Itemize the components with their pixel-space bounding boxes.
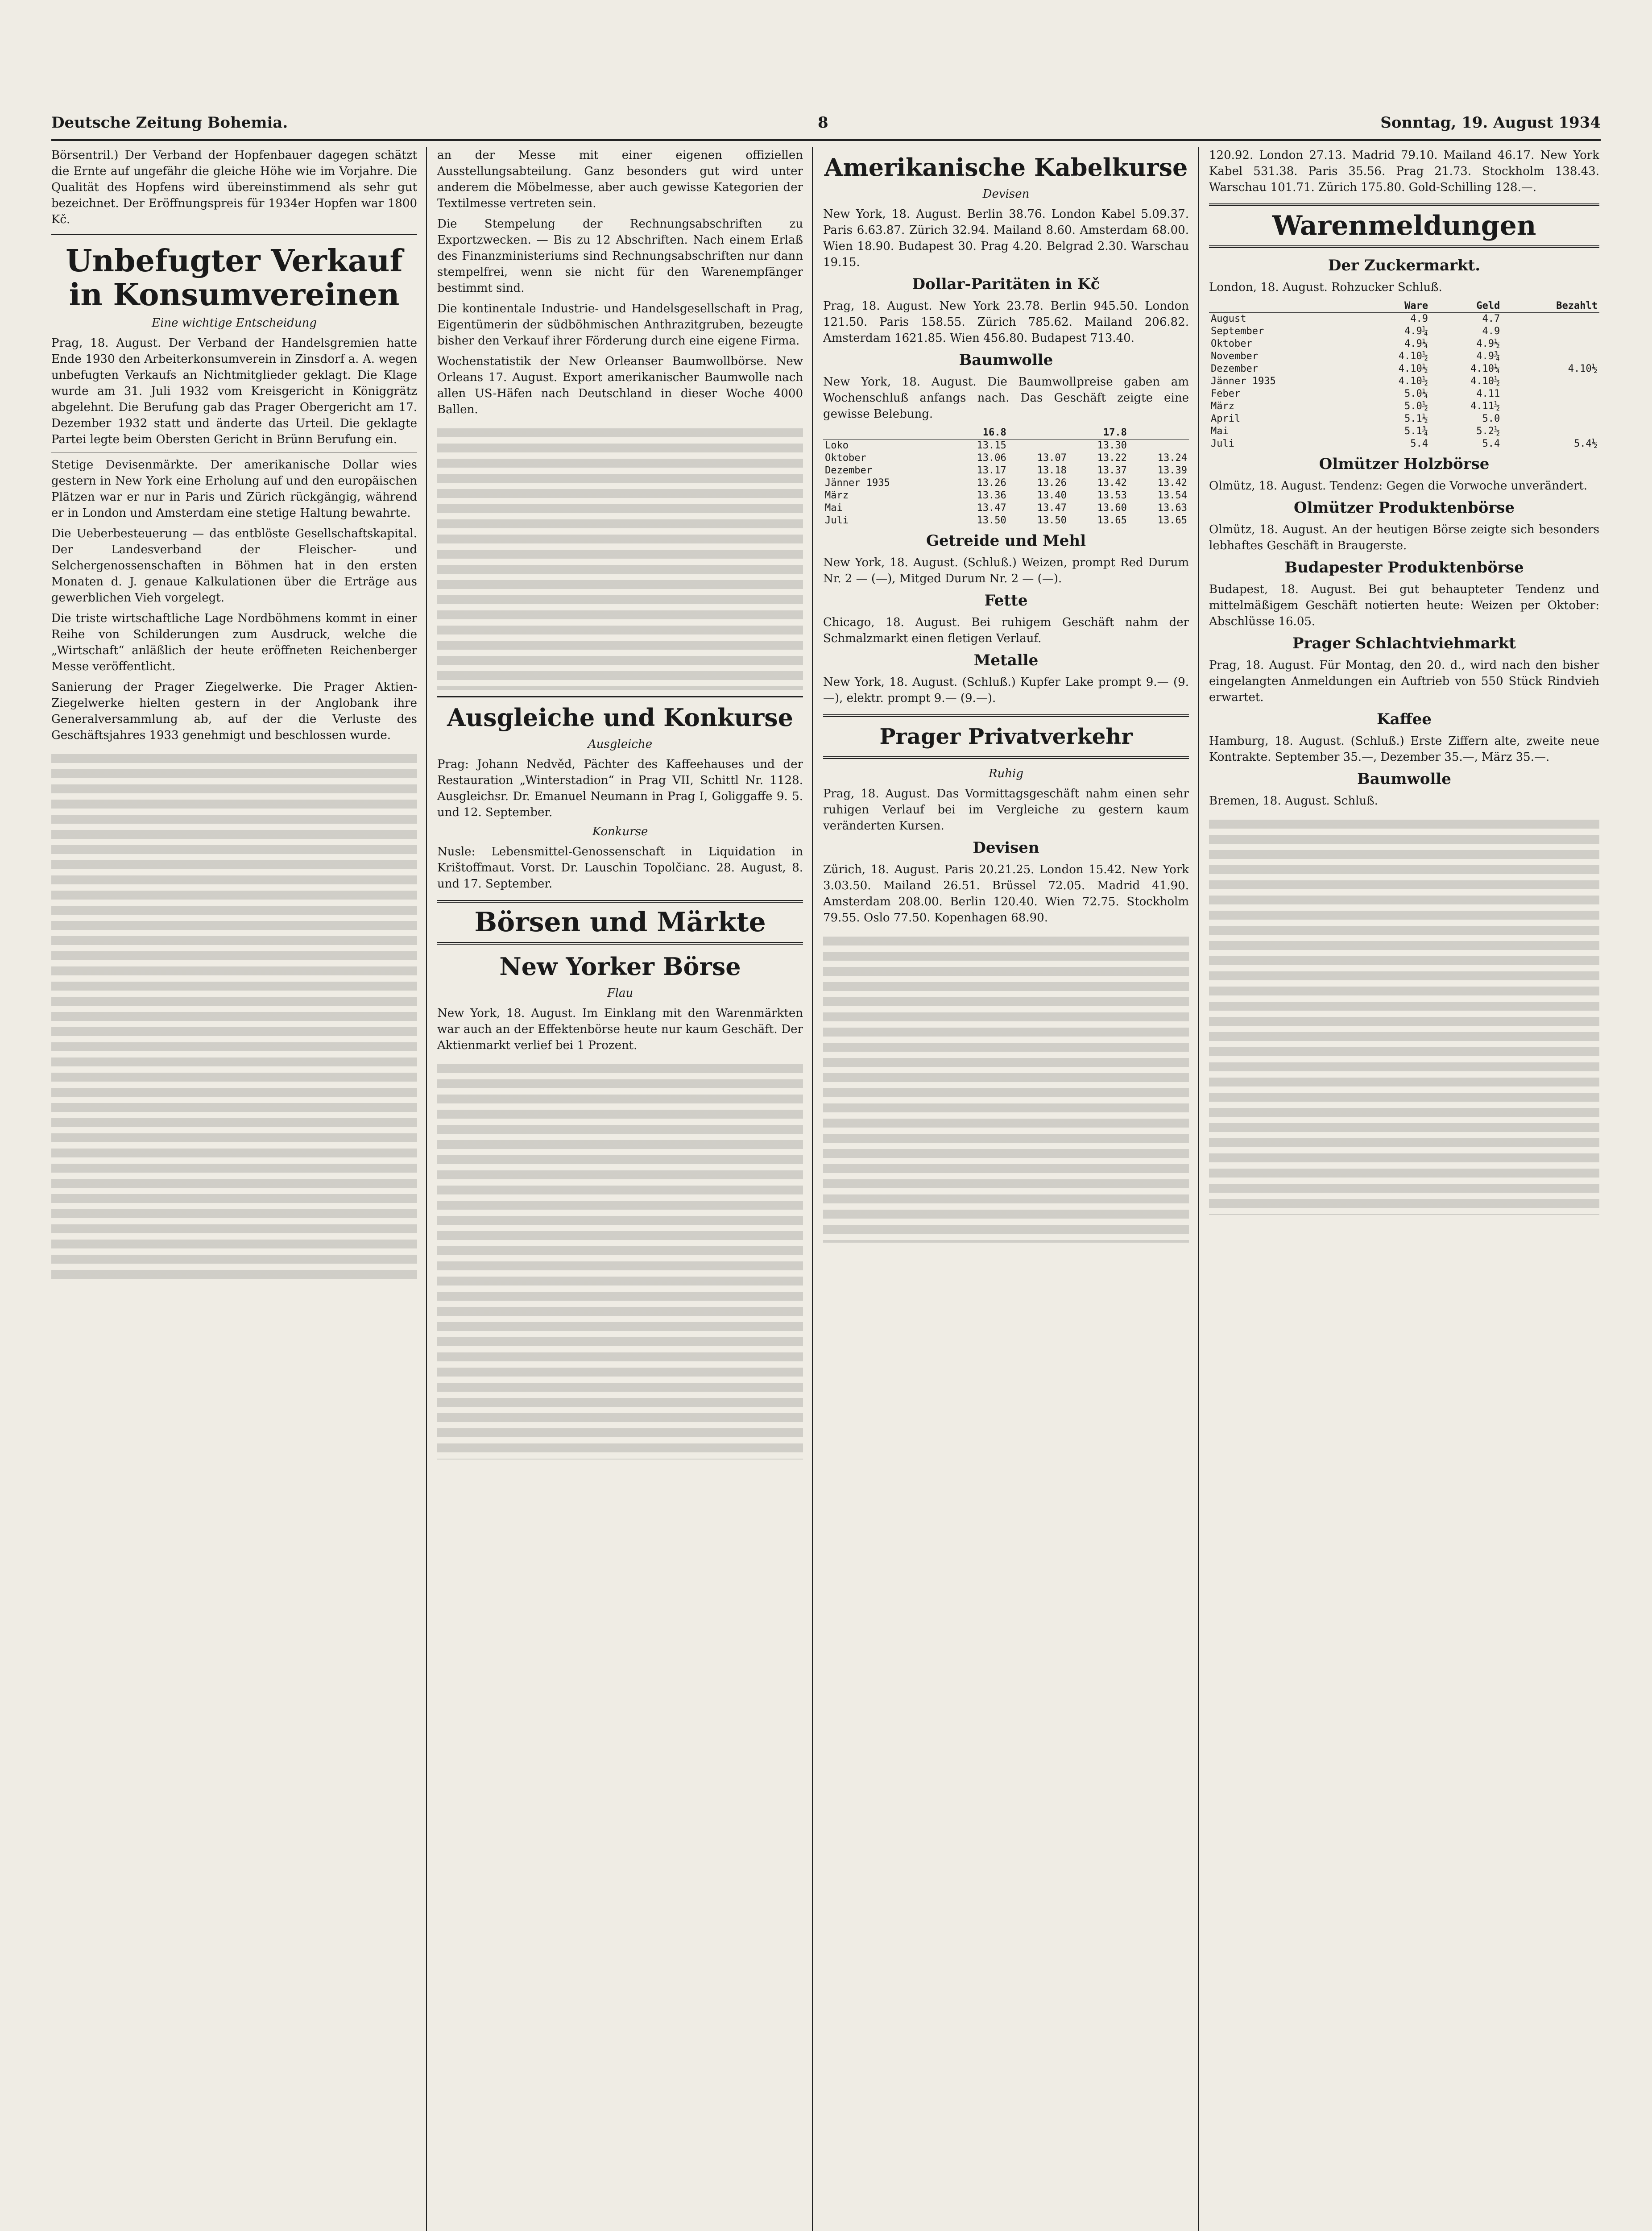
sugar-table: Ware Geld Bezahlt August 4.9 4.7 September 4.9¼ 4.9 Oktober 4.9¼ 4.9½ November 4.10½ 4.9¾ Dezember 4.10½ 4.10¼ 4.10½ Jänner 1935 4.10½ 4.10½ Feber 5.0¼ 4.11 März 5.0½ 4.11½ April 5.1½ 5.0 Mai 5.1¾ 5.2½ Juli 5.4 5.4 5.4½ bbox=[1209, 300, 1599, 450]
article-text: Prag, 18. August. Für Montag, den 20. d., wird nach den bisher eingelangten Anmeldungen ein Auftrieb von 550 Stück Rindvieh erwartet. bbox=[1209, 659, 1599, 704]
column-divider bbox=[812, 147, 813, 2231]
section-headline: Prager Privatverkehr bbox=[823, 714, 1189, 759]
header-rule bbox=[51, 139, 1601, 141]
table-cell bbox=[1502, 350, 1599, 363]
column-divider bbox=[426, 147, 427, 2231]
section-rule bbox=[437, 696, 803, 697]
table-cell: 4.9 bbox=[1410, 313, 1428, 324]
article-text: an der Messe mit einer eigenen offiziellen Ausstellungsabteilung. Ganz besonders gut wird unter anderem die Möbelmesse, aber auch gewisse Kategorien der Textilmesse vertreten sein. bbox=[437, 149, 803, 210]
section-headline: Börsen und Märkte bbox=[437, 900, 803, 945]
table-row bbox=[823, 502, 1189, 514]
article-text: Prag, 18. August. Der Verband der Handelsgremien hatte Ende 1930 den Arbeiterkonsumverein in Zinsdorf a. A. wegen unbefugten Verkaufs an Nichtmitglieder geklagt. Die Klage wurde am 31. Juli 1932 vom Kreisgericht in Königgrätz abgelehnt. Die Berufung gab das Prager Obergericht am 17. Dezember 1932 statt und änderte das Urteil. Die geklagte Partei legte beim Obersten Gericht in Brünn Berufung ein. bbox=[51, 336, 417, 446]
section-headline: Dollar-Paritäten in Kč bbox=[912, 275, 1100, 293]
table-cell: 4.10¼ bbox=[1470, 363, 1500, 374]
table-cell: Jänner 1935 bbox=[1211, 376, 1276, 387]
table-cell: Dezember bbox=[825, 465, 872, 476]
table-cell bbox=[1008, 440, 1068, 452]
text-block bbox=[437, 422, 803, 690]
table-cell: 5.0½ bbox=[1404, 401, 1428, 412]
table-cell: Oktober bbox=[1211, 338, 1252, 349]
table-cell: 13.53 bbox=[1097, 490, 1127, 501]
table-cell bbox=[1502, 388, 1599, 400]
table-cell bbox=[1502, 313, 1599, 326]
table-row bbox=[823, 514, 1189, 527]
article-text: London, 18. August. Rohzucker Schluß. bbox=[1209, 281, 1442, 294]
table-cell: Mai bbox=[825, 502, 843, 514]
table-cell bbox=[1129, 440, 1189, 452]
table-cell bbox=[1502, 325, 1599, 338]
article-text: New York, 18. August. Im Einklang mit den Warenmärkten war auch an der Effektenbörse heute nur kaum Geschäft. Der Aktienmarkt verlief bei 1 Prozent. bbox=[437, 1007, 803, 1052]
table-cell: 5.0 bbox=[1482, 413, 1500, 424]
table-cell: Jänner 1935 bbox=[825, 477, 890, 489]
table-cell: 5.4½ bbox=[1574, 438, 1598, 449]
table-cell: 13.26 bbox=[1037, 477, 1067, 489]
table-cell: 13.37 bbox=[1097, 465, 1127, 476]
table-row bbox=[1209, 325, 1599, 338]
table-row bbox=[1209, 363, 1599, 375]
table-cell: 13.15 bbox=[977, 440, 1006, 451]
table-cell: 13.24 bbox=[1157, 452, 1187, 464]
article-text: New York, 18. August. Die Baumwollpreise gaben am Wochenschluß anfangs nach. Das Geschäft zeigte eine gewisse Belebung. bbox=[823, 375, 1189, 421]
section-headline: Olmützer Produktenbörse bbox=[1293, 499, 1515, 517]
text-block bbox=[51, 748, 417, 1283]
table-cell: 13.06 bbox=[977, 452, 1006, 464]
table-cell: 13.47 bbox=[1037, 502, 1067, 514]
article-text: Die kontinentale Industrie- und Handelsgesellschaft in Prag, Eigentümerin der südböhmischen Anthrazitgruben, bezeugte bisher den Verkauf ihrer Förderung durch eine eigene Firma. bbox=[437, 302, 803, 348]
table-cell: 13.50 bbox=[1037, 515, 1067, 526]
section-headline: Budapester Produktenbörse bbox=[1284, 559, 1524, 576]
section-headline: Der Zuckermarkt. bbox=[1328, 257, 1481, 274]
table-cell: 13.17 bbox=[977, 465, 1006, 476]
table-cell: 13.42 bbox=[1097, 477, 1127, 489]
table-cell: 4.11 bbox=[1476, 388, 1500, 399]
article-text: Stetige Devisenmärkte. Der amerikanische Dollar wies gestern in New York eine Erholung auf und den europäischen Plätzen war er nur in Paris und Zürich rückgängig, während er in London und Amsterdam eine stetige Haltung bewahrte. bbox=[51, 458, 417, 520]
text-block bbox=[1209, 813, 1599, 1215]
article-text: Nusle: Lebensmittel-Genossenschaft in Liquidation in Krištoffmaut. Vorst. Dr. Lauschin Topolčianc. 28. August, 8. und 17. September. bbox=[437, 845, 803, 891]
table-cell: 13.18 bbox=[1037, 465, 1067, 476]
table-cell: 5.1¾ bbox=[1404, 426, 1428, 437]
section-headline: Olmützer Holzbörse bbox=[1319, 455, 1490, 473]
table-row bbox=[823, 440, 1189, 452]
section-headline: Metalle bbox=[973, 651, 1039, 669]
article-subheadline: Eine wichtige Entscheidung bbox=[152, 316, 317, 330]
table-cell: März bbox=[825, 490, 849, 501]
table-cell bbox=[1502, 413, 1599, 425]
section-subheadline: Devisen bbox=[982, 187, 1030, 201]
table-cell: 13.50 bbox=[977, 515, 1006, 526]
table-cell: 13.47 bbox=[977, 502, 1006, 514]
article-text: Börsentril.) Der Verband der Hopfenbauer dagegen schätzt die Ernte auf ungefähr die gleiche Höhe wie im Vorjahre. Die Qualität des Hopfens wird übereinstimmend als sehr gut bezeichnet. Der Eröffnungspreis für 1934er Hopfen war 1800 Kč. bbox=[51, 149, 417, 226]
table-cell: 13.65 bbox=[1097, 515, 1127, 526]
table-cell: August bbox=[1211, 313, 1246, 324]
section-headline: Baumwolle bbox=[959, 351, 1053, 369]
issue-date: Sonntag, 19. August 1934 bbox=[1380, 114, 1601, 132]
table-cell: 13.39 bbox=[1157, 465, 1187, 476]
table-row bbox=[1209, 313, 1599, 326]
table-cell: April bbox=[1211, 413, 1241, 424]
article-text: Olmütz, 18. August. Tendenz: Gegen die Vorwoche unverändert. bbox=[1209, 479, 1588, 493]
table-cell: 13.36 bbox=[977, 490, 1006, 501]
article-text: Sanierung der Prager Ziegelwerke. Die Prager Aktien-Ziegelwerke hielten gestern in der Anglobank ihre Generalversammlung ab, auf der die Verluste des Geschäftsjahres 1933 genehmigt und beschlossen wurde. bbox=[51, 680, 417, 742]
article-text: Prag, 18. August. Das Vormittagsgeschäft nahm einen sehr ruhigen Verlauf bei im Vergleiche zu gestern kaum veränderten Kursen. bbox=[823, 787, 1189, 833]
table-row bbox=[1209, 338, 1599, 350]
table-cell: Dezember bbox=[1211, 363, 1258, 374]
table-cell: 13.30 bbox=[1097, 440, 1127, 451]
quote-table: 16.8 17.8 Loko 13.15 13.30 Oktober 13.06 13.07 13.22 13.24 Dezember 13.17 13.18 13.37 13.39 Jänner 1935 13.26 13.26 13.42 13.42 März 13.36 13.40 13.53 13.54 Mai 13.47 13.47 13.60 13.63 Juli 13.50 13.50 13.65 13.65 bbox=[823, 427, 1189, 527]
table-cell: 4.9½ bbox=[1476, 338, 1500, 349]
table-cell: 4.9 bbox=[1482, 326, 1500, 337]
table-row bbox=[1209, 388, 1599, 400]
article-text: New York, 18. August. (Schluß.) Weizen, prompt Red Durum Nr. 2 — (—), Mitged Durum Nr. 2 — (—). bbox=[823, 556, 1189, 585]
table-cell bbox=[1502, 400, 1599, 413]
table-cell: 4.10½ bbox=[1398, 351, 1428, 362]
table-row bbox=[1209, 425, 1599, 438]
table-cell: 13.42 bbox=[1157, 477, 1187, 489]
section-headline: Getreide und Mehl bbox=[926, 532, 1086, 550]
table-row bbox=[823, 489, 1189, 502]
masthead-title: Deutsche Zeitung Bohemia. bbox=[51, 114, 288, 132]
table-cell: Mai bbox=[1211, 426, 1229, 437]
table-cell: 5.2½ bbox=[1476, 426, 1500, 437]
section-rule bbox=[51, 234, 417, 235]
section-headline: New Yorker Börse bbox=[499, 952, 741, 981]
article-text: Zürich, 18. August. Paris 20.21.25. London 15.42. New York 3.03.50. Mailand 26.51. Brüssel 72.05. Madrid 41.90. Amsterdam 208.00. Berlin 120.40. Wien 72.75. Stockholm 79.55. Oslo 77.50. Kopenhagen 68.90. bbox=[823, 863, 1189, 925]
table-cell: 13.60 bbox=[1097, 502, 1127, 514]
table-cell: 5.4 bbox=[1410, 438, 1428, 449]
section-headline: Amerikanische Kabelkurse bbox=[824, 153, 1188, 182]
table-cell: 5.0¼ bbox=[1404, 388, 1428, 399]
table-cell: 4.10½ bbox=[1398, 363, 1428, 374]
table-cell: 4.10½ bbox=[1568, 363, 1598, 374]
article-text: Budapest, 18. August. Bei gut behaupteter Tendenz und mittelmäßigem Geschäft notierten heute: Weizen per Oktober: Abschlüsse 16.05. bbox=[1209, 583, 1599, 628]
text-block bbox=[437, 1058, 803, 1460]
article-text: Chicago, 18. August. Bei ruhigem Geschäft nahm der Schmalzmarkt einen fletigen Verlauf. bbox=[823, 616, 1189, 645]
table-cell: 4.9¼ bbox=[1404, 338, 1428, 349]
table-cell: 13.65 bbox=[1157, 515, 1187, 526]
column-1 bbox=[51, 147, 417, 2231]
article-text: Die Ueberbesteuerung — das entblöste Gesellschaftskapital. Der Landesverband der Fleischer- und Selchergenossenschaften in Böhmen hat in den ersten Monaten d. J. genaue Kalkulationen über die Erträge aus gewerblichen Vieh vorgelegt. bbox=[51, 527, 417, 605]
article-text: Prag: Johann Nedvěd, Pächter des Kaffeehauses und der Restauration „Winterstadion“ in Prag VII, Schittl Nr. 1128. Ausgleichsr. Dr. Emanuel Neumann in Prag I, Goliggaffe 9. 5. und 12. September. bbox=[437, 758, 803, 819]
article-text: Bremen, 18. August. Schluß. bbox=[1209, 794, 1378, 808]
column-4 bbox=[1209, 147, 1599, 2231]
section-headline: Ausgleiche und Konkurse bbox=[447, 703, 793, 732]
table-cell: 4.10½ bbox=[1470, 376, 1500, 387]
article-text: Olmütz, 18. August. An der heutigen Börse zeigte sich besonders lebhaftes Geschäft in Braugerste. bbox=[1209, 523, 1599, 552]
table-row bbox=[823, 464, 1189, 477]
article-headline: Unbefugter Verkauf in Konsumvereinen bbox=[66, 243, 403, 313]
table-row bbox=[823, 452, 1189, 464]
table-cell: 13.40 bbox=[1037, 490, 1067, 501]
table-row bbox=[1209, 350, 1599, 363]
section-headline: Fette bbox=[984, 592, 1028, 610]
table-cell: 13.63 bbox=[1157, 502, 1187, 514]
table-cell: 5.1½ bbox=[1404, 413, 1428, 424]
article-text: Die triste wirtschaftliche Lage Nordböhmens kommt in einer Reihe von Schilderungen zum Ausdruck, welche die „Wirtschaft“ anläßlich der heute eröffneten Reichenberger Messe veröffentlicht. bbox=[51, 612, 417, 673]
section-subheadline: Flau bbox=[607, 987, 633, 1000]
table-cell: September bbox=[1211, 326, 1264, 337]
table-cell: November bbox=[1211, 351, 1258, 362]
table-cell bbox=[1502, 425, 1599, 438]
article-text: New York, 18. August. Berlin 38.76. London Kabel 5.09.37. Paris 6.63.87. Zürich 32.94. Mailand 8.60. Amsterdam 68.00. Wien 18.90. Budapest 30. Prag 4.20. Belgrad 2.30. Warschau 19.15. bbox=[823, 207, 1189, 269]
article-text: Die Stempelung der Rechnungsabschriften zu Exportzwecken. — Bis zu 12 Abschriften. Nach einem Erlaß des Finanzministeriums sind Rechnungsabschriften nur dann stempelfrei, wenn sie nicht für den Warenempfänger bestimmt sind. bbox=[437, 217, 803, 295]
article-text: Hamburg, 18. August. (Schluß.) Erste Ziffern alte, zweite neue Kontrakte. September 35.—, Dezember 35.—, März 35.—. bbox=[1209, 734, 1599, 764]
section-subheadline: Ausgleiche bbox=[588, 738, 653, 751]
table-cell: Juli bbox=[1211, 438, 1234, 449]
table-cell: 4.7 bbox=[1482, 313, 1500, 324]
article-text: Wochenstatistik der New Orleanser Baumwollbörse. New Orleans 17. August. Export amerikanischer Baumwolle nach allen US-Häfen nach Deutschland in dieser Woche 4000 Ballen. bbox=[437, 355, 803, 416]
table-cell: 4.9¾ bbox=[1476, 351, 1500, 362]
section-headline: Warenmeldungen bbox=[1209, 203, 1599, 248]
article-text: New York, 18. August. (Schluß.) Kupfer Lake prompt 9.— (9.—), elektr. prompt 9.— (9.—). bbox=[823, 676, 1189, 705]
text-block bbox=[823, 930, 1189, 1243]
table-row bbox=[823, 477, 1189, 489]
table-cell: 13.07 bbox=[1037, 452, 1067, 464]
table-cell: 4.9¼ bbox=[1404, 326, 1428, 337]
table-cell: Oktober bbox=[825, 452, 866, 464]
section-headline: Devisen bbox=[973, 839, 1039, 857]
table-cell bbox=[1502, 375, 1599, 388]
table-cell: 5.4 bbox=[1482, 438, 1500, 449]
column-2 bbox=[437, 147, 803, 2231]
table-cell: Feber bbox=[1211, 388, 1241, 399]
table-cell: 4.11½ bbox=[1470, 401, 1500, 412]
table-cell: 4.10½ bbox=[1398, 376, 1428, 387]
article-text: 120.92. London 27.13. Madrid 79.10. Mailand 46.17. New York Kabel 531.38. Paris 35.56. Prag 21.73. Stockholm 138.43. Warschau 101.71. Zürich 175.80. Gold-Schilling 128.—. bbox=[1209, 149, 1599, 194]
table-row bbox=[1209, 438, 1599, 450]
table-cell: 13.26 bbox=[977, 477, 1006, 489]
table-cell: 13.22 bbox=[1097, 452, 1127, 464]
table-cell: 13.54 bbox=[1157, 490, 1187, 501]
column-3 bbox=[823, 147, 1189, 2231]
column-divider bbox=[1198, 147, 1199, 2231]
section-headline: Baumwolle bbox=[1357, 770, 1451, 788]
section-headline: Prager Schlachtviehmarkt bbox=[1292, 634, 1516, 652]
section-subheadline: Konkurse bbox=[592, 825, 648, 838]
article-text: Prag, 18. August. New York 23.78. Berlin 945.50. London 121.50. Paris 158.55. Zürich 785.62. Mailand 206.82. Amsterdam 1621.85. Wien 456.80. Budapest 713.40. bbox=[823, 299, 1189, 345]
page-number: 8 bbox=[818, 114, 828, 132]
table-row bbox=[1209, 413, 1599, 425]
table-cell: Loko bbox=[825, 440, 849, 451]
section-headline: Kaffee bbox=[1377, 710, 1432, 728]
table-cell bbox=[1502, 338, 1599, 350]
table-row bbox=[1209, 375, 1599, 388]
table-cell: März bbox=[1211, 401, 1234, 412]
table-cell: Juli bbox=[825, 515, 849, 526]
page-header bbox=[51, 114, 1601, 141]
section-subheadline: Ruhig bbox=[988, 767, 1024, 780]
table-row bbox=[1209, 400, 1599, 413]
